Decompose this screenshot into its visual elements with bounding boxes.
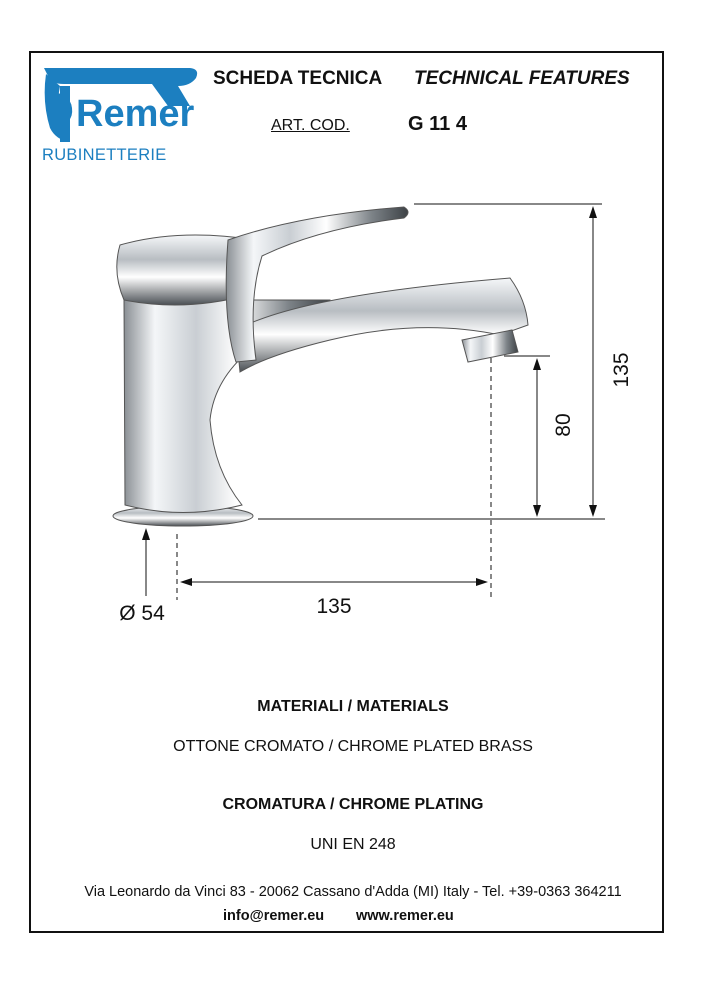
title-italian: SCHEDA TECNICA [213, 68, 383, 89]
plating-value: UNI EN 248 [310, 836, 396, 853]
svg-text:Remer: Remer [76, 93, 195, 135]
dim-height-total: 135 [610, 352, 633, 388]
faucet-image [113, 207, 528, 526]
dim-spout-height: 80 [552, 413, 575, 437]
company-address: Via Leonardo da Vinci 83 - 20062 Cassano d'Adda (MI) Italy - Tel. +39-0363 364211 [84, 884, 622, 900]
dim-spout-reach: 135 [316, 595, 352, 618]
materials-value: OTTONE CROMATO / CHROME PLATED BRASS [173, 738, 533, 755]
title-english: TECHNICAL FEATURES [414, 68, 630, 89]
article-code-label: ART. COD. [271, 117, 350, 134]
dim-base-diameter: Ø 54 [119, 602, 165, 625]
brand-subtitle: RUBINETTERIE [42, 146, 167, 164]
materials-title: MATERIALI / MATERIALS [257, 698, 449, 715]
company-email[interactable]: info@remer.eu [223, 908, 325, 924]
plating-title: CROMATURA / CHROME PLATING [222, 796, 484, 813]
article-code-value: G 11 4 [408, 113, 467, 135]
company-website[interactable]: www.remer.eu [356, 908, 454, 924]
